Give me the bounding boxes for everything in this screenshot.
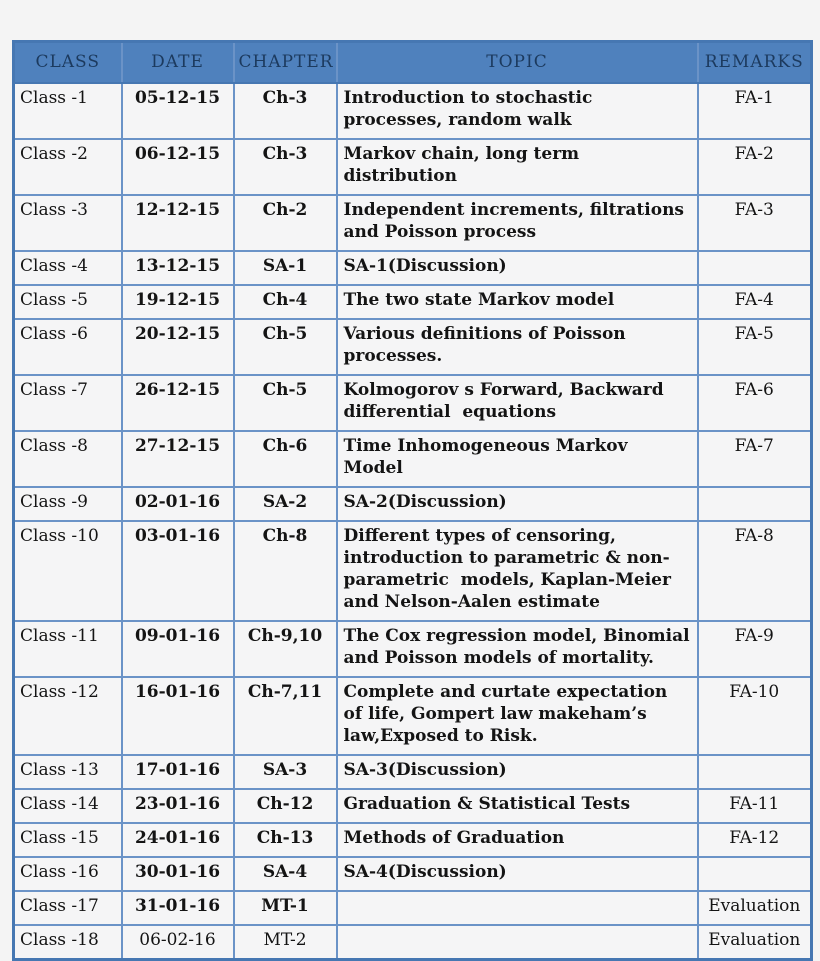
class-cell: Class -6 (14, 319, 122, 375)
topic-cell: Markov chain, long term distribution (337, 139, 698, 195)
class-cell: Class -1 (14, 83, 122, 139)
chapter-cell: Ch-5 (234, 319, 337, 375)
topic-cell: Time Inhomogeneous Markov Model (337, 431, 698, 487)
chapter-cell: Ch-6 (234, 431, 337, 487)
class-cell: Class -4 (14, 251, 122, 285)
date-cell: 24-01-16 (122, 823, 234, 857)
remarks-cell (698, 251, 812, 285)
table-row (14, 431, 812, 487)
chapter-cell: MT-1 (234, 891, 337, 925)
date-cell: 20-12-15 (122, 319, 234, 375)
remarks-cell: FA-7 (698, 431, 812, 487)
col-header-date: DATE (122, 42, 234, 84)
remarks-cell (698, 857, 812, 891)
topic-cell: Independent increments, filtrations and Poisson process (337, 195, 698, 251)
table-row (14, 487, 812, 521)
topic-cell: Methods of Graduation (337, 823, 698, 857)
topic-cell: The Cox regression model, Binomial and Poisson models of mortality. (337, 621, 698, 677)
remarks-cell: FA-1 (698, 83, 812, 139)
topic-cell (337, 925, 698, 960)
remarks-cell: FA-10 (698, 677, 812, 755)
class-cell: Class -10 (14, 521, 122, 621)
chapter-cell: SA-1 (234, 251, 337, 285)
remarks-cell (698, 755, 812, 789)
table-row (14, 891, 812, 925)
chapter-cell: Ch-2 (234, 195, 337, 251)
class-cell: Class -14 (14, 789, 122, 823)
chapter-cell: Ch-3 (234, 83, 337, 139)
remarks-cell: FA-3 (698, 195, 812, 251)
remarks-cell: FA-11 (698, 789, 812, 823)
topic-cell: SA-2(Discussion) (337, 487, 698, 521)
table-row (14, 823, 812, 857)
topic-cell: Different types of censoring, introduction to parametric & non-parametric models, Kaplan-Meier and Nelson-Aalen estimate (337, 521, 698, 621)
date-cell: 05-12-15 (122, 83, 234, 139)
remarks-cell: FA-9 (698, 621, 812, 677)
class-cell: Class -9 (14, 487, 122, 521)
topic-cell: SA-1(Discussion) (337, 251, 698, 285)
col-header-remarks: REMARKS (698, 42, 812, 84)
date-cell: 23-01-16 (122, 789, 234, 823)
topic-cell: SA-4(Discussion) (337, 857, 698, 891)
class-cell: Class -11 (14, 621, 122, 677)
table-row (14, 925, 812, 960)
chapter-cell: Ch-3 (234, 139, 337, 195)
class-cell: Class -15 (14, 823, 122, 857)
header-row (14, 42, 812, 84)
table-row (14, 621, 812, 677)
date-cell: 09-01-16 (122, 621, 234, 677)
class-cell: Class -18 (14, 925, 122, 960)
topic-cell: Various definitions of Poisson processes. (337, 319, 698, 375)
topic-cell: Introduction to stochastic processes, random walk (337, 83, 698, 139)
remarks-cell: FA-8 (698, 521, 812, 621)
table-row (14, 755, 812, 789)
class-cell: Class -8 (14, 431, 122, 487)
chapter-cell: SA-2 (234, 487, 337, 521)
col-header-topic: TOPIC (337, 42, 698, 84)
table-row (14, 83, 812, 139)
topic-cell: The two state Markov model (337, 285, 698, 319)
table-row (14, 857, 812, 891)
chapter-cell: SA-4 (234, 857, 337, 891)
class-cell: Class -2 (14, 139, 122, 195)
chapter-cell: MT-2 (234, 925, 337, 960)
chapter-cell: Ch-4 (234, 285, 337, 319)
chapter-cell: Ch-9,10 (234, 621, 337, 677)
class-cell: Class -13 (14, 755, 122, 789)
remarks-cell: Evaluation (698, 891, 812, 925)
table-row (14, 251, 812, 285)
class-schedule-table (12, 40, 813, 961)
date-cell: 17-01-16 (122, 755, 234, 789)
date-cell: 12-12-15 (122, 195, 234, 251)
topic-cell: SA-3(Discussion) (337, 755, 698, 789)
date-cell: 06-02-16 (122, 925, 234, 960)
col-header-chapter: CHAPTER (234, 42, 337, 84)
topic-cell: Kolmogorov s Forward, Backward differential equations (337, 375, 698, 431)
remarks-cell: Evaluation (698, 925, 812, 960)
date-cell: 26-12-15 (122, 375, 234, 431)
table-row (14, 375, 812, 431)
chapter-cell: Ch-12 (234, 789, 337, 823)
date-cell: 30-01-16 (122, 857, 234, 891)
topic-cell (337, 891, 698, 925)
remarks-cell (698, 487, 812, 521)
chapter-cell: Ch-13 (234, 823, 337, 857)
topic-cell: Graduation & Statistical Tests (337, 789, 698, 823)
remarks-cell: FA-12 (698, 823, 812, 857)
class-cell: Class -3 (14, 195, 122, 251)
date-cell: 27-12-15 (122, 431, 234, 487)
remarks-cell: FA-5 (698, 319, 812, 375)
class-cell: Class -16 (14, 857, 122, 891)
remarks-cell: FA-2 (698, 139, 812, 195)
remarks-cell: FA-4 (698, 285, 812, 319)
class-cell: Class -5 (14, 285, 122, 319)
date-cell: 19-12-15 (122, 285, 234, 319)
schedule-page (12, 40, 810, 961)
class-cell: Class -12 (14, 677, 122, 755)
table-row (14, 139, 812, 195)
date-cell: 16-01-16 (122, 677, 234, 755)
table-row (14, 521, 812, 621)
chapter-cell: Ch-7,11 (234, 677, 337, 755)
date-cell: 03-01-16 (122, 521, 234, 621)
chapter-cell: SA-3 (234, 755, 337, 789)
chapter-cell: Ch-5 (234, 375, 337, 431)
table-row (14, 319, 812, 375)
chapter-cell: Ch-8 (234, 521, 337, 621)
topic-cell: Complete and curtate expectation of life, Gompert law makeham’s law,Exposed to Risk. (337, 677, 698, 755)
remarks-cell: FA-6 (698, 375, 812, 431)
date-cell: 06-12-15 (122, 139, 234, 195)
col-header-class: CLASS (14, 42, 122, 84)
date-cell: 02-01-16 (122, 487, 234, 521)
date-cell: 13-12-15 (122, 251, 234, 285)
table-body (14, 83, 812, 960)
table-row (14, 789, 812, 823)
date-cell: 31-01-16 (122, 891, 234, 925)
table-row (14, 285, 812, 319)
table-row (14, 195, 812, 251)
class-cell: Class -7 (14, 375, 122, 431)
table-row (14, 677, 812, 755)
class-cell: Class -17 (14, 891, 122, 925)
